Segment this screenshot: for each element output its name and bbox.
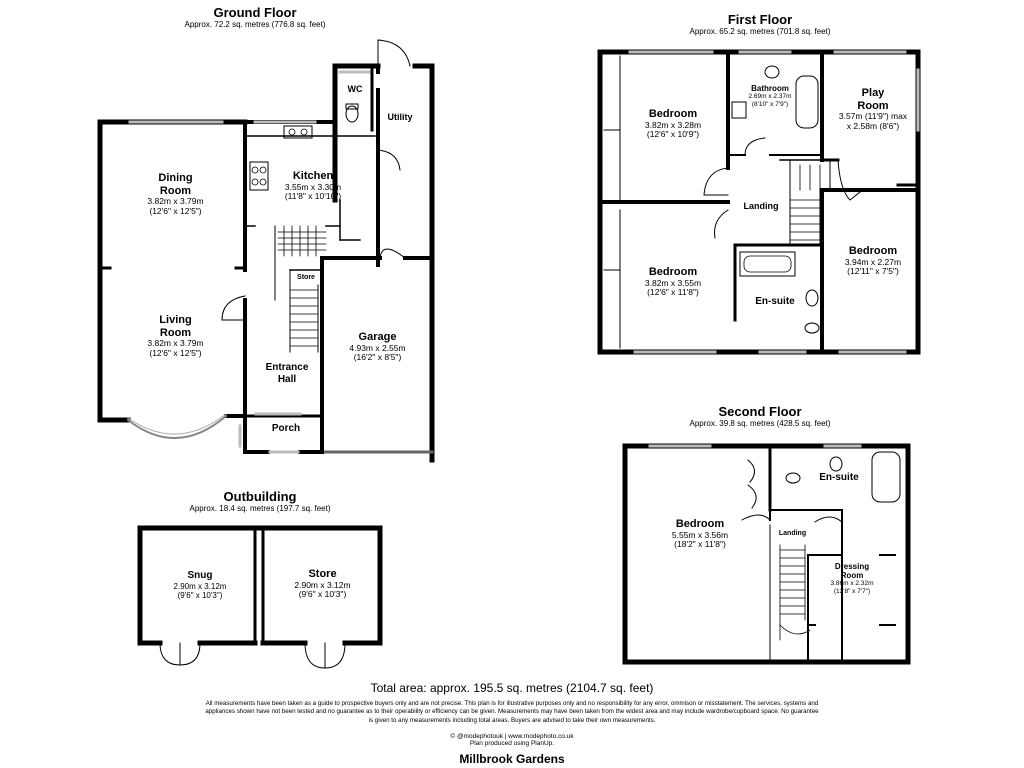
second-bedroom-label: Bedroom 5.55m x 3.56m (18'2" x 11'8") bbox=[671, 518, 729, 550]
first-floor-title: First Floor bbox=[727, 12, 793, 27]
utility-label: Utility bbox=[387, 112, 413, 122]
first-bedroom-1-label: Bedroom 3.82m x 3.28m (12'6" x 10'9") bbox=[644, 108, 702, 140]
ground-floor-area: Approx. 72.2 sq. metres (776.8 sq. feet) bbox=[184, 20, 326, 29]
porch-label: Porch bbox=[271, 423, 301, 434]
first-bedroom-3-label: Bedroom 3.94m x 2.27m (12'11" x 7'5") bbox=[844, 245, 902, 277]
garage-label: Garage 4.93m x 2.55m (16'2" x 8'5") bbox=[349, 331, 406, 363]
play-room-label: Play Room 3.57m (11'9") max x 2.58m (8'6") bbox=[838, 87, 908, 132]
second-floor-area: Approx. 39.8 sq. metres (428.5 sq. feet) bbox=[689, 419, 831, 428]
dining-room-label: Dining Room 3.82m x 3.79m (12'6" x 12'5") bbox=[147, 172, 204, 217]
outbuilding-store-label: Store 2.90m x 3.12m (9'6" x 10'3") bbox=[294, 568, 351, 600]
second-landing-label: Landing bbox=[778, 530, 807, 537]
disclaimer: All measurements have been taken as a guide to prospective buyers only and are not precise. This plan is for illustrative purposes only and no responsibility for any error, ommison or misstatement. The services, systems and appliances shown have not been tested and no guarantee as to their operability or efficiency can be given. Measurements may have been taken from the widest area and may include wardrobe/cupboard space. No guarantee is given to any measurements including total areas. Buyers are advised to take their own measurements. bbox=[205, 700, 819, 724]
ground-floor-title: Ground Floor bbox=[213, 5, 297, 20]
first-bedroom-2-label: Bedroom 3.82m x 3.55m (12'6" x 11'8") bbox=[644, 266, 702, 298]
credit: © @modephotouk | www.modephoto.co.uk Plan produced using PlanUp. bbox=[450, 733, 574, 747]
store-label: Store bbox=[297, 274, 315, 281]
outbuilding-title: Outbuilding bbox=[223, 489, 297, 504]
snug-label: Snug 2.90m x 3.12m (9'6" x 10'3") bbox=[173, 570, 227, 600]
first-floor-area: Approx. 65.2 sq. metres (701.8 sq. feet) bbox=[689, 27, 831, 36]
living-room-label: Living Room 3.82m x 3.79m (12'6" x 12'5") bbox=[147, 314, 204, 359]
entrance-hall-label: Entrance Hall bbox=[265, 362, 309, 385]
outbuilding-area: Approx. 18.4 sq. metres (197.7 sq. feet) bbox=[189, 504, 331, 513]
second-floor-title: Second Floor bbox=[718, 404, 802, 419]
wc-label: WC bbox=[347, 84, 363, 94]
total-area: Total area: approx. 195.5 sq. metres (2104.7 sq. feet) bbox=[370, 681, 654, 695]
first-floor-heading bbox=[680, 12, 840, 36]
kitchen-label: Kitchen 3.55m x 3.30m (11'8" x 10'10") bbox=[284, 170, 342, 202]
second-floor-heading bbox=[680, 404, 840, 428]
second-ensuite-label: En-suite bbox=[819, 472, 859, 483]
dressing-room-label: Dressing Room 3.86m x 2.32m (12'8" x 7'7") bbox=[830, 562, 874, 595]
outbuilding-heading bbox=[185, 489, 335, 513]
first-landing-label: Landing bbox=[743, 201, 779, 211]
bathroom-label: Bathroom 2.69m x 2.37m (8'10" x 7'9") bbox=[748, 84, 792, 108]
address: Millbrook Gardens bbox=[459, 752, 565, 766]
ground-floor-walls bbox=[100, 40, 432, 460]
ground-floor-heading bbox=[180, 5, 330, 29]
first-ensuite-label: En-suite bbox=[755, 296, 795, 307]
